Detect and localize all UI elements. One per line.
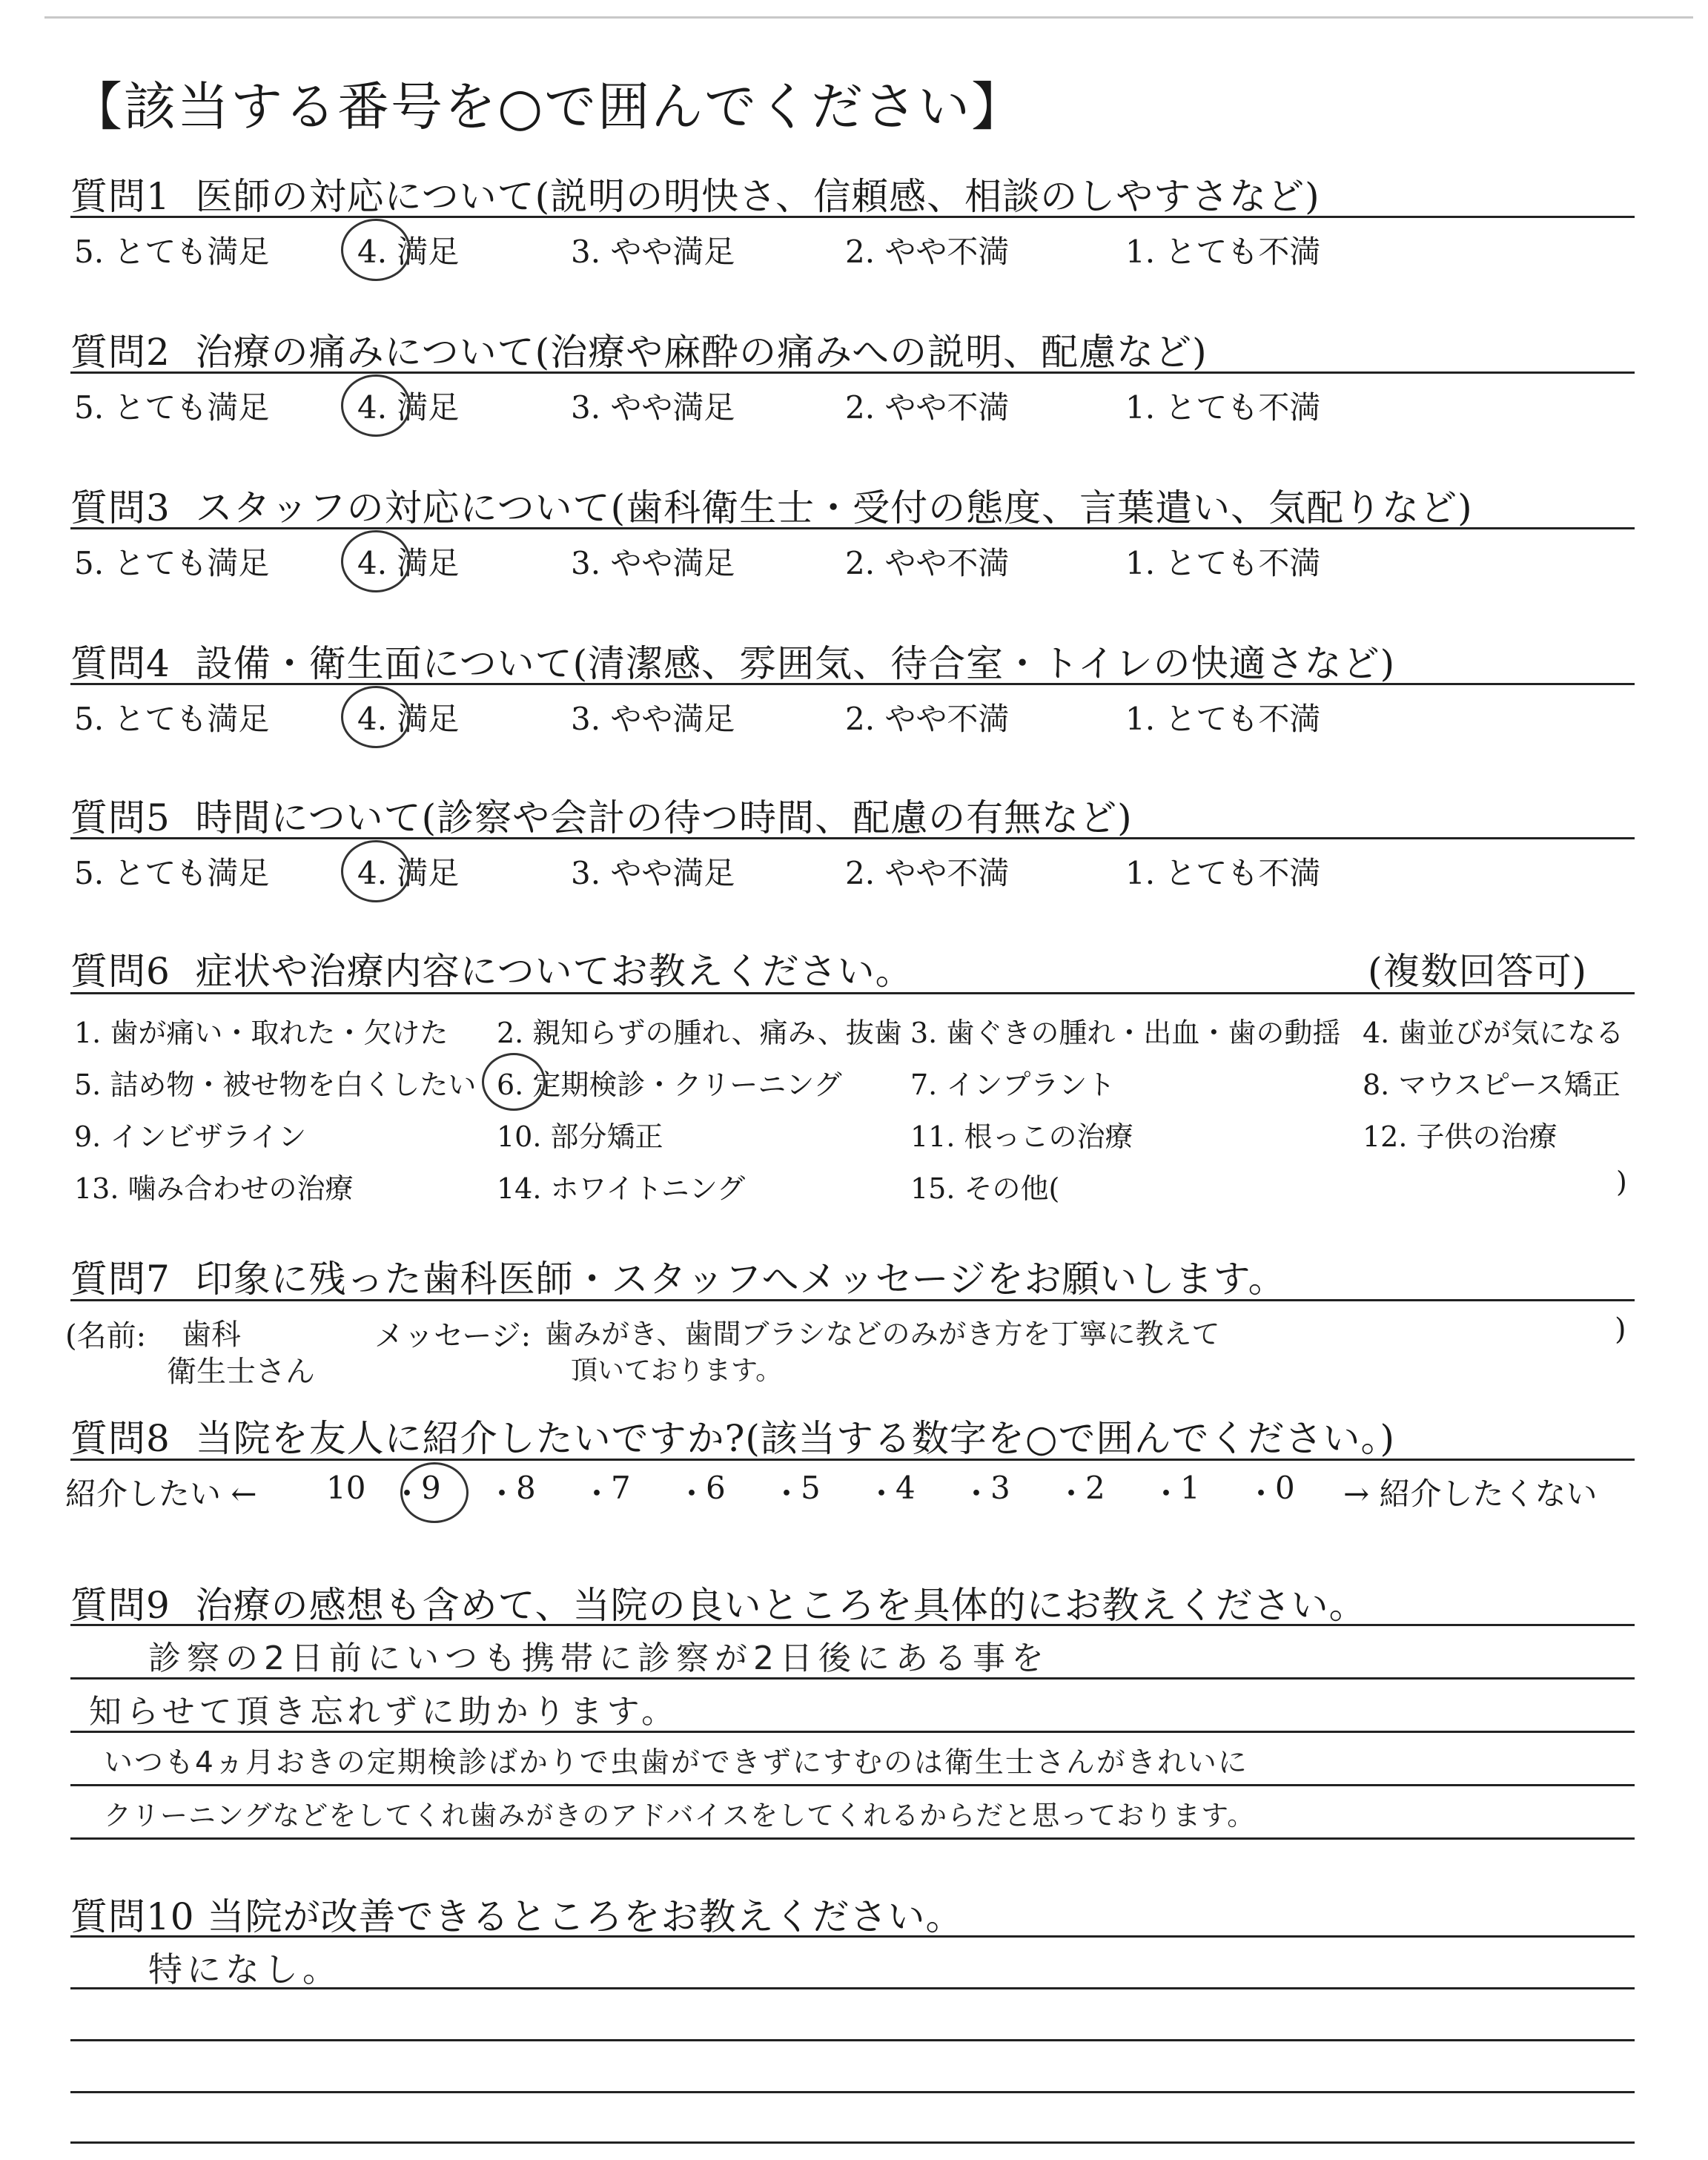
rating-option-2[interactable]: 2. やや不満 [845, 701, 1010, 737]
q8-left-label: 紹介したい ← [65, 1476, 257, 1512]
question-text: 医師の対応について(説明の明快さ、信頼感、相談のしやすさなど) [195, 175, 1320, 218]
scale-separator: ・ [676, 1476, 708, 1512]
page-title: 【該当する番号を○で囲んでください】 [70, 76, 1025, 137]
question-2 [70, 323, 1208, 376]
q8-text: 当院を友人に紹介したいですか?(該当する数字を○で囲んでください。) [195, 1417, 1396, 1460]
question-3 [70, 478, 1473, 532]
scale-separator: ・ [1056, 1476, 1088, 1512]
referral-option[interactable]: 10 [326, 1470, 366, 1506]
referral-option[interactable]: 4 [896, 1470, 916, 1506]
question-label: 質問3 [70, 486, 171, 529]
question-rule [70, 837, 1635, 839]
question-text: スタッフの対応について(歯科衛生士・受付の態度、言葉遣い、気配りなど) [195, 486, 1473, 529]
question-rule [70, 216, 1635, 218]
q9-line-rule [70, 1837, 1635, 1840]
q10-question [70, 1887, 964, 1941]
rating-option-4[interactable]: 4. 満足 [357, 701, 460, 737]
q7-message-line2: 頂いております。 [571, 1355, 783, 1386]
selected-circle [400, 1462, 469, 1523]
selected-circle [341, 374, 411, 437]
q6-option[interactable]: 1. 歯が痛い・取れた・欠けた [74, 1017, 448, 1049]
rating-option-5[interactable]: 5. とても満足 [74, 855, 270, 891]
q6-option[interactable]: 14. ホワイトニング [497, 1172, 746, 1205]
q9-label: 質問9 [70, 1584, 171, 1627]
q9-text: 治療の感想も含めて、当院の良いところを具体的にお教えください。 [195, 1584, 1367, 1627]
selected-circle [341, 530, 411, 592]
scale-separator: ・ [581, 1476, 613, 1512]
q6-option[interactable]: 15. その他( [910, 1172, 1060, 1205]
q8-question [70, 1409, 1395, 1462]
rating-option-2[interactable]: 2. やや不満 [845, 389, 1010, 426]
selected-circle [341, 686, 411, 748]
q6-label: 質問6 [70, 950, 171, 993]
rating-option-3[interactable]: 3. やや満足 [571, 389, 735, 426]
selected-circle [341, 840, 411, 902]
q10-line-rule [70, 2141, 1635, 2144]
question-rule [70, 371, 1635, 374]
rating-option-2[interactable]: 2. やや不満 [845, 855, 1010, 891]
scale-separator: ・ [1245, 1476, 1277, 1512]
q6-option[interactable]: 11. 根っこの治療 [910, 1120, 1133, 1153]
q6-option[interactable]: 13. 噛み合わせの治療 [74, 1172, 354, 1205]
question-text: 設備・衛生面について(清潔感、雰囲気、待合室・トイレの快適さなど) [195, 642, 1396, 685]
rating-option-5[interactable]: 5. とても満足 [74, 389, 270, 426]
q9-answer-line: クリーニングなどをしてくれ歯みがきのアドバイスをしてくれるからだと思っております。 [104, 1800, 1256, 1832]
rating-option-1[interactable]: 1. とても不満 [1125, 234, 1321, 270]
q7-message-label: メッセージ: [374, 1319, 532, 1353]
rating-option-3[interactable]: 3. やや満足 [571, 545, 735, 581]
question-1 [70, 167, 1320, 220]
referral-option[interactable]: 1 [1180, 1470, 1200, 1506]
q6-option[interactable]: 10. 部分矯正 [497, 1120, 663, 1153]
q6-option[interactable]: 2. 親知らずの腫れ、痛み、抜歯 [497, 1017, 902, 1049]
referral-option[interactable]: 0 [1275, 1470, 1295, 1506]
q7-question [70, 1249, 1286, 1303]
q10-label: 質問10 [70, 1895, 195, 1938]
q7-name-line2: 衛生士さん [167, 1355, 315, 1389]
q6-note: (複数回答可) [1368, 950, 1588, 993]
q9-answer-line: いつも4ヵ月おきの定期検診ばかりで虫歯ができずにすむのは衛生士さんがきれいに [104, 1746, 1248, 1780]
q6-option[interactable]: 12. 子供の治療 [1363, 1120, 1558, 1153]
rating-option-3[interactable]: 3. やや満足 [571, 234, 735, 270]
q8-right-label: → 紹介したくない [1343, 1476, 1598, 1512]
q7-message-line1: 歯みがき、歯間ブラシなどのみがき方を丁寧に教えて [545, 1318, 1220, 1350]
q9-line-rule [70, 1784, 1635, 1786]
rating-option-1[interactable]: 1. とても不満 [1125, 545, 1321, 581]
rating-option-4[interactable]: 4. 満足 [357, 389, 460, 426]
rating-option-2[interactable]: 2. やや不満 [845, 545, 1010, 581]
rating-option-4[interactable]: 4. 満足 [357, 234, 460, 270]
q7-label: 質問7 [70, 1258, 171, 1301]
rating-option-5[interactable]: 5. とても満足 [74, 545, 270, 581]
referral-option[interactable]: 2 [1085, 1470, 1105, 1506]
question-4 [70, 634, 1395, 687]
q8-rule [70, 1459, 1635, 1461]
referral-option[interactable]: 6 [706, 1470, 726, 1506]
question-rule [70, 527, 1635, 529]
q10-rule [70, 1935, 1635, 1938]
q10-answer-line: 特になし。 [148, 1949, 341, 1989]
q9-answer-line: 知らせて頂き忘れずに助かります。 [89, 1693, 679, 1731]
selected-circle [341, 219, 411, 281]
question-text: 時間について(診察や会計の待つ時間、配慮の有無など) [195, 796, 1133, 839]
question-label: 質問5 [70, 796, 171, 839]
q9-rule [70, 1624, 1635, 1626]
q6-question [70, 942, 913, 995]
q6-option[interactable]: 3. 歯ぐきの腫れ・出血・歯の動揺 [910, 1017, 1341, 1049]
rating-option-4[interactable]: 4. 満足 [357, 855, 460, 891]
page-top-edge [44, 16, 1693, 19]
scale-separator: ・ [771, 1476, 803, 1512]
question-rule [70, 683, 1635, 685]
q10-text: 当院が改善できるところをお教えください。 [207, 1895, 964, 1938]
referral-option[interactable]: 8 [516, 1470, 536, 1506]
scale-separator: ・ [1151, 1476, 1182, 1512]
rating-option-5[interactable]: 5. とても満足 [74, 234, 270, 270]
q9-question [70, 1576, 1367, 1629]
q7-rule [70, 1299, 1635, 1301]
referral-option[interactable]: 9 [421, 1470, 441, 1506]
referral-option[interactable]: 3 [990, 1470, 1010, 1506]
question-label: 質問4 [70, 642, 171, 685]
q7-name-label: (名前: [65, 1319, 147, 1353]
referral-option[interactable]: 5 [801, 1470, 821, 1506]
question-5 [70, 788, 1133, 842]
rating-option-5[interactable]: 5. とても満足 [74, 701, 270, 737]
q6-option[interactable]: 6. 定期検診・クリーニング [497, 1069, 842, 1101]
rating-option-4[interactable]: 4. 満足 [357, 545, 460, 581]
rating-option-1[interactable]: 1. とても不満 [1125, 701, 1321, 737]
scale-separator: ・ [961, 1476, 993, 1512]
q6-option[interactable]: 7. インプラント [910, 1069, 1116, 1101]
selected-circle [482, 1053, 546, 1111]
rating-option-1[interactable]: 1. とても不満 [1125, 389, 1321, 426]
q6-rule [70, 992, 1635, 994]
rating-option-3[interactable]: 3. やや満足 [571, 855, 735, 891]
q6-text: 症状や治療内容についてお教えください。 [195, 950, 913, 993]
q7-text: 印象に残った歯科医師・スタッフへメッセージをお願いします。 [195, 1258, 1286, 1301]
question-label: 質問1 [70, 175, 171, 218]
q6-option[interactable]: 4. 歯並びが気になる [1363, 1017, 1624, 1049]
q7-name-line1: 歯科 [182, 1318, 241, 1352]
rating-option-1[interactable]: 1. とても不満 [1125, 855, 1321, 891]
scale-separator: ・ [391, 1476, 423, 1512]
q7-close: ) [1615, 1312, 1626, 1347]
q8-label: 質問8 [70, 1417, 171, 1460]
q6-option[interactable]: ) [1616, 1166, 1627, 1198]
question-text: 治療の痛みについて(治療や麻酔の痛みへの説明、配慮など) [195, 331, 1208, 374]
scale-separator: ・ [866, 1476, 898, 1512]
rating-option-2[interactable]: 2. やや不満 [845, 234, 1010, 270]
question-label: 質問2 [70, 331, 171, 374]
q6-option[interactable]: 8. マウスピース矯正 [1363, 1069, 1621, 1101]
rating-option-3[interactable]: 3. やや満足 [571, 701, 735, 737]
referral-option[interactable]: 7 [611, 1470, 631, 1506]
q9-answer-line: 診察の2日前にいつも携帯に診察が2日後にある事を [148, 1639, 1050, 1677]
scale-separator: ・ [486, 1476, 518, 1512]
q10-line-rule [70, 2039, 1635, 2041]
q6-option[interactable]: 5. 詰め物・被せ物を白くしたい [74, 1069, 477, 1101]
q6-option[interactable]: 9. インビザライン [74, 1120, 307, 1153]
q10-line-rule [70, 2091, 1635, 2093]
